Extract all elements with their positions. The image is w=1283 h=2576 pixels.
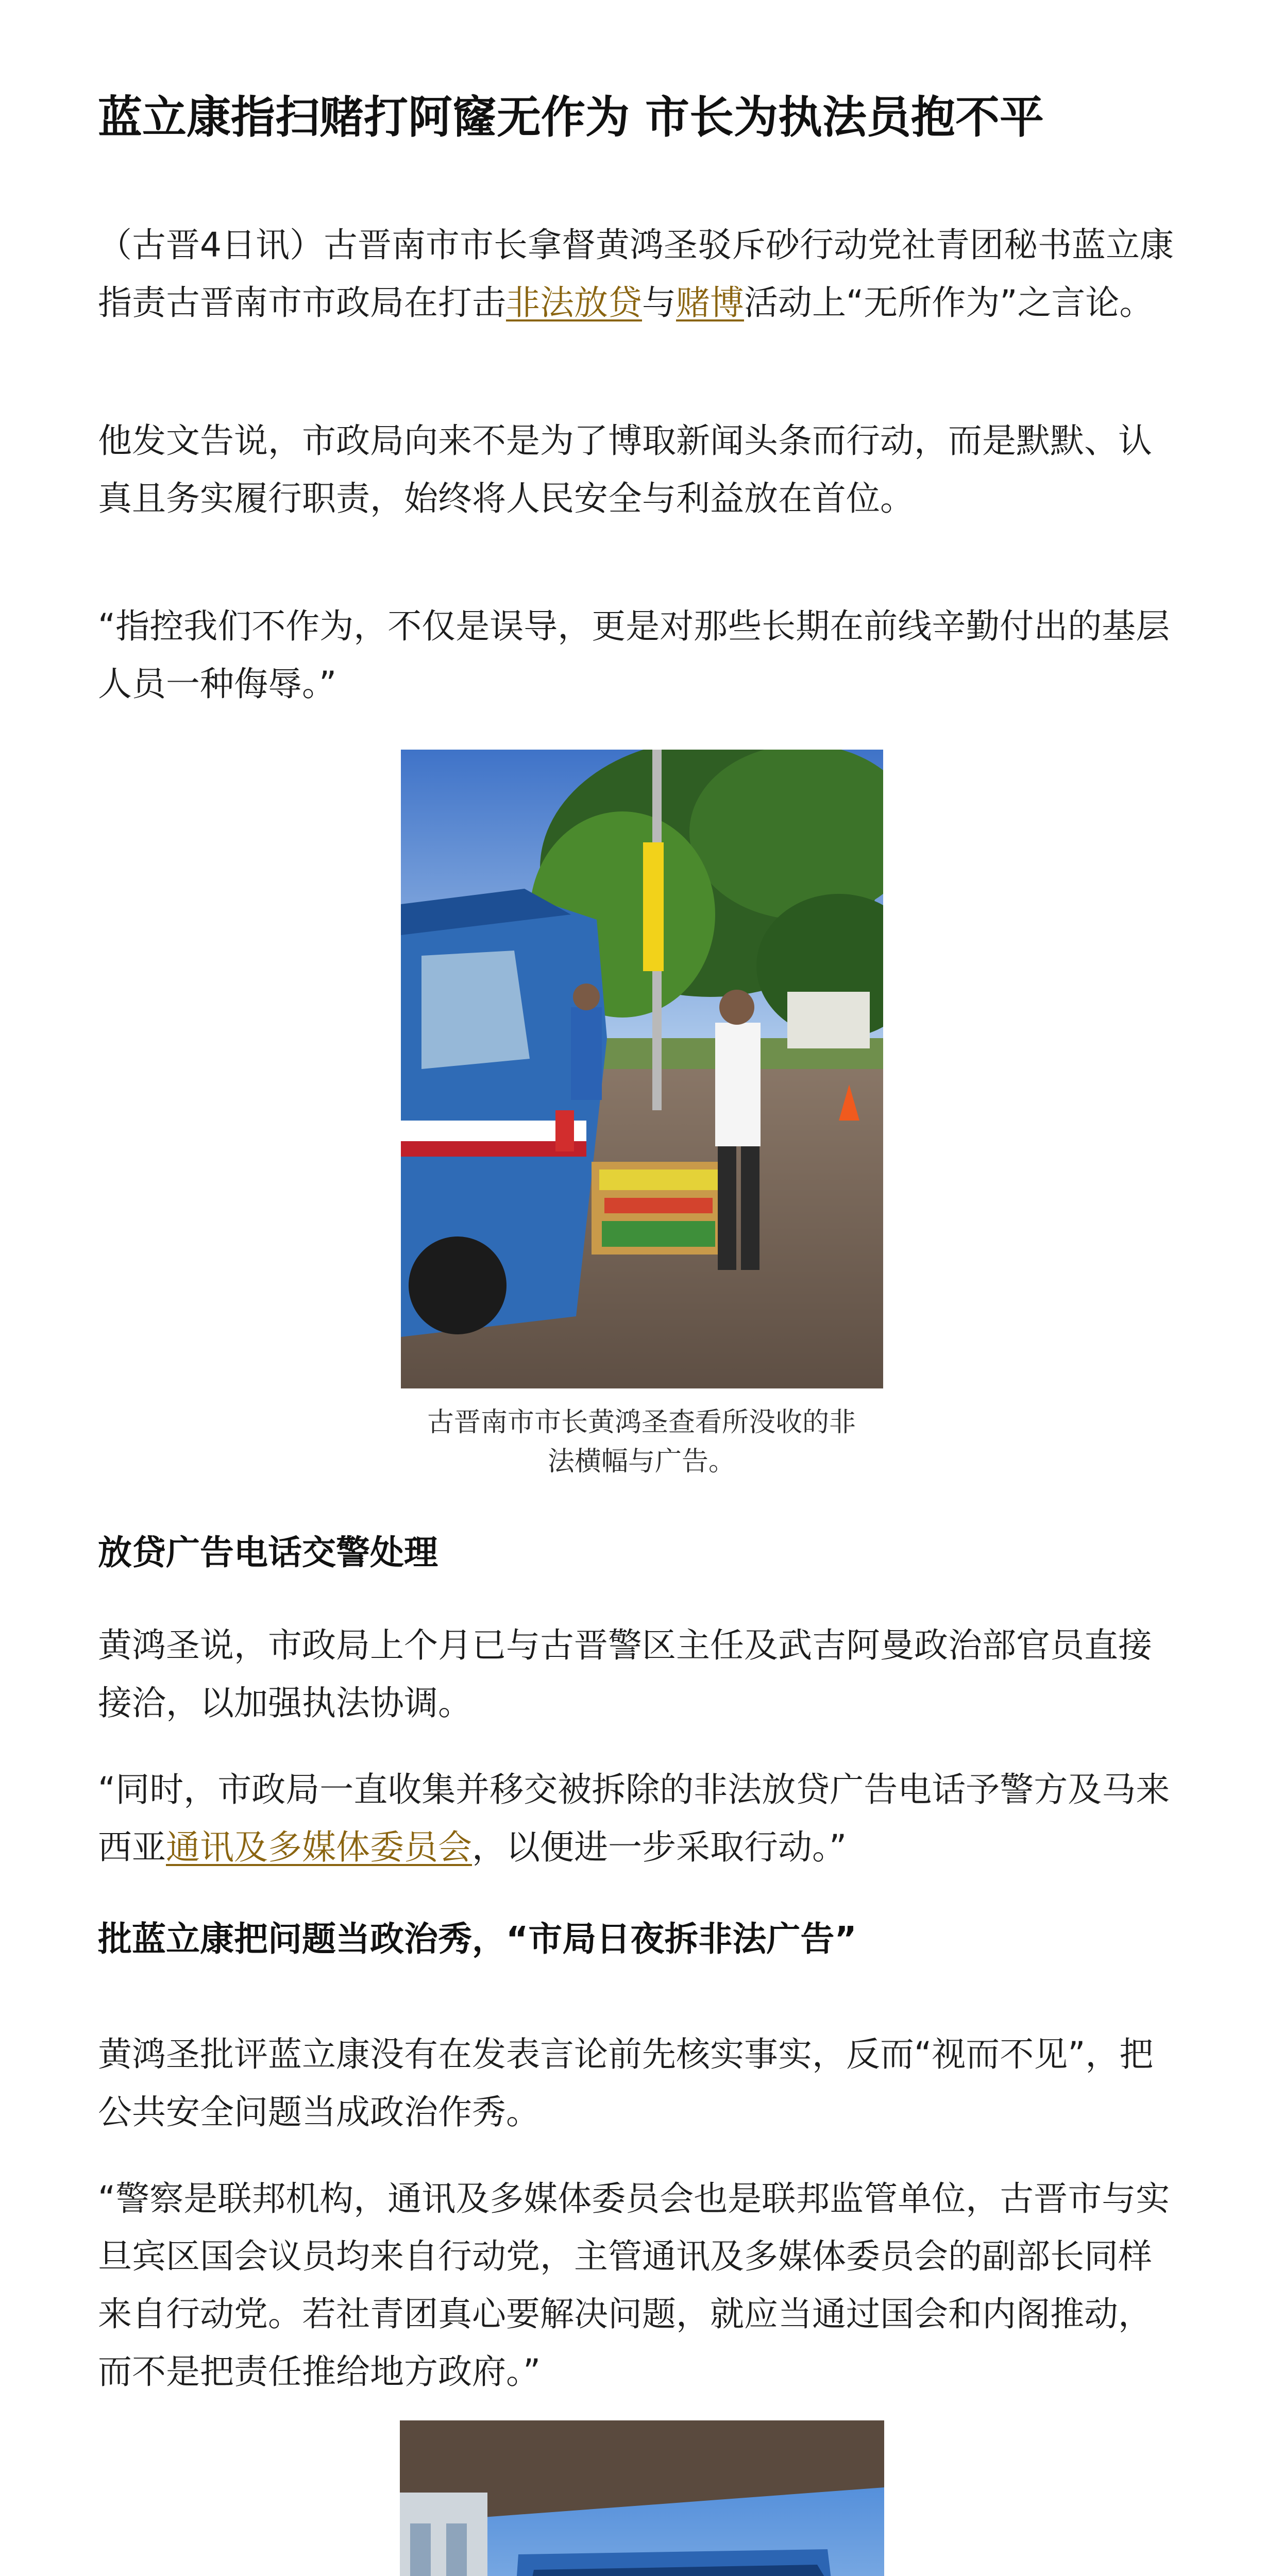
paragraph-6: 黄鸿圣批评蓝立康没有在发表言论前先核实事实，反而“视而不见”，把公共安全问题当成政治作秀。 — [98, 2035, 1154, 2132]
paragraph-quote-2 — [98, 1761, 1185, 1876]
paragraph-4: 黄鸿圣说，市政局上个月已与古晋警区主任及武吉阿曼政治部官员直接接洽，以加强执法协调。 — [98, 1625, 1152, 1723]
photo-mayor-inspecting-banners — [401, 750, 883, 1388]
figure-1-caption-line-1: 古晋南市市长黄鸿圣查看所没收的非 — [427, 1407, 856, 1438]
figure-2 — [0, 2420, 1283, 2576]
paragraph-quote-3: “警察是联邦机构，通讯及多媒体委员会也是联邦监管单位，古晋市与实旦宾区国会议员均来自行动党，主管通讯及多媒体委员会的副部长同样来自行动党。若社青团真心要解决问题，就应当通过国会和内阁推动，而不是把责任推给地方政府。” — [98, 2179, 1170, 2392]
photo-2-illustration — [400, 2420, 884, 2576]
quote-2-text-after: ，以便进一步采取行动。” — [472, 1827, 847, 1867]
paragraph-intro — [98, 216, 1185, 332]
intro-text-mid: 与 — [642, 283, 676, 323]
intro-text-after: 活动上“无所作为”之言论。 — [744, 283, 1154, 323]
article-title: 蓝立康指扫赌打阿窿无作为 市长为执法员抱不平 — [98, 92, 1044, 143]
figure-1-caption — [0, 1403, 1283, 1481]
link-gambling[interactable]: 赌博 — [676, 283, 744, 323]
paragraph-2: 他发文告说，市政局向来不是为了博取新闻头条而行动，而是默默、认真且务实履行职责，始终将人民安全与利益放在首位。 — [98, 421, 1152, 518]
intro-text-before: （古晋4日讯）古晋南市市长拿督黄鸿圣驳斥砂行动党社青团秘书蓝立康指责古晋南市市政局在打击 — [98, 225, 1174, 323]
quote-2-text-before: “同时，市政局一直收集并移交被拆除的非法放贷广告电话予警方及马来西亚 — [98, 1770, 1170, 1867]
figure-1 — [0, 750, 1283, 1481]
link-illegal-moneylending[interactable]: 非法放贷 — [506, 283, 642, 323]
photo-1-illustration — [401, 750, 883, 1388]
photo-workers-removing-banners — [400, 2420, 884, 2576]
subheading-1: 放贷广告电话交警处理 — [98, 1533, 438, 1572]
subheading-2: 批蓝立康把问题当政治秀，“市局日夜拆非法广告” — [98, 1919, 857, 1959]
paragraph-quote-1: “指控我们不作为，不仅是误导，更是对那些长期在前线辛勤付出的基层人员一种侮辱。” — [98, 606, 1170, 704]
link-mcmc[interactable]: 通讯及多媒体委员会 — [166, 1827, 472, 1867]
figure-1-caption-line-2: 法横幅与广告。 — [547, 1446, 735, 1477]
